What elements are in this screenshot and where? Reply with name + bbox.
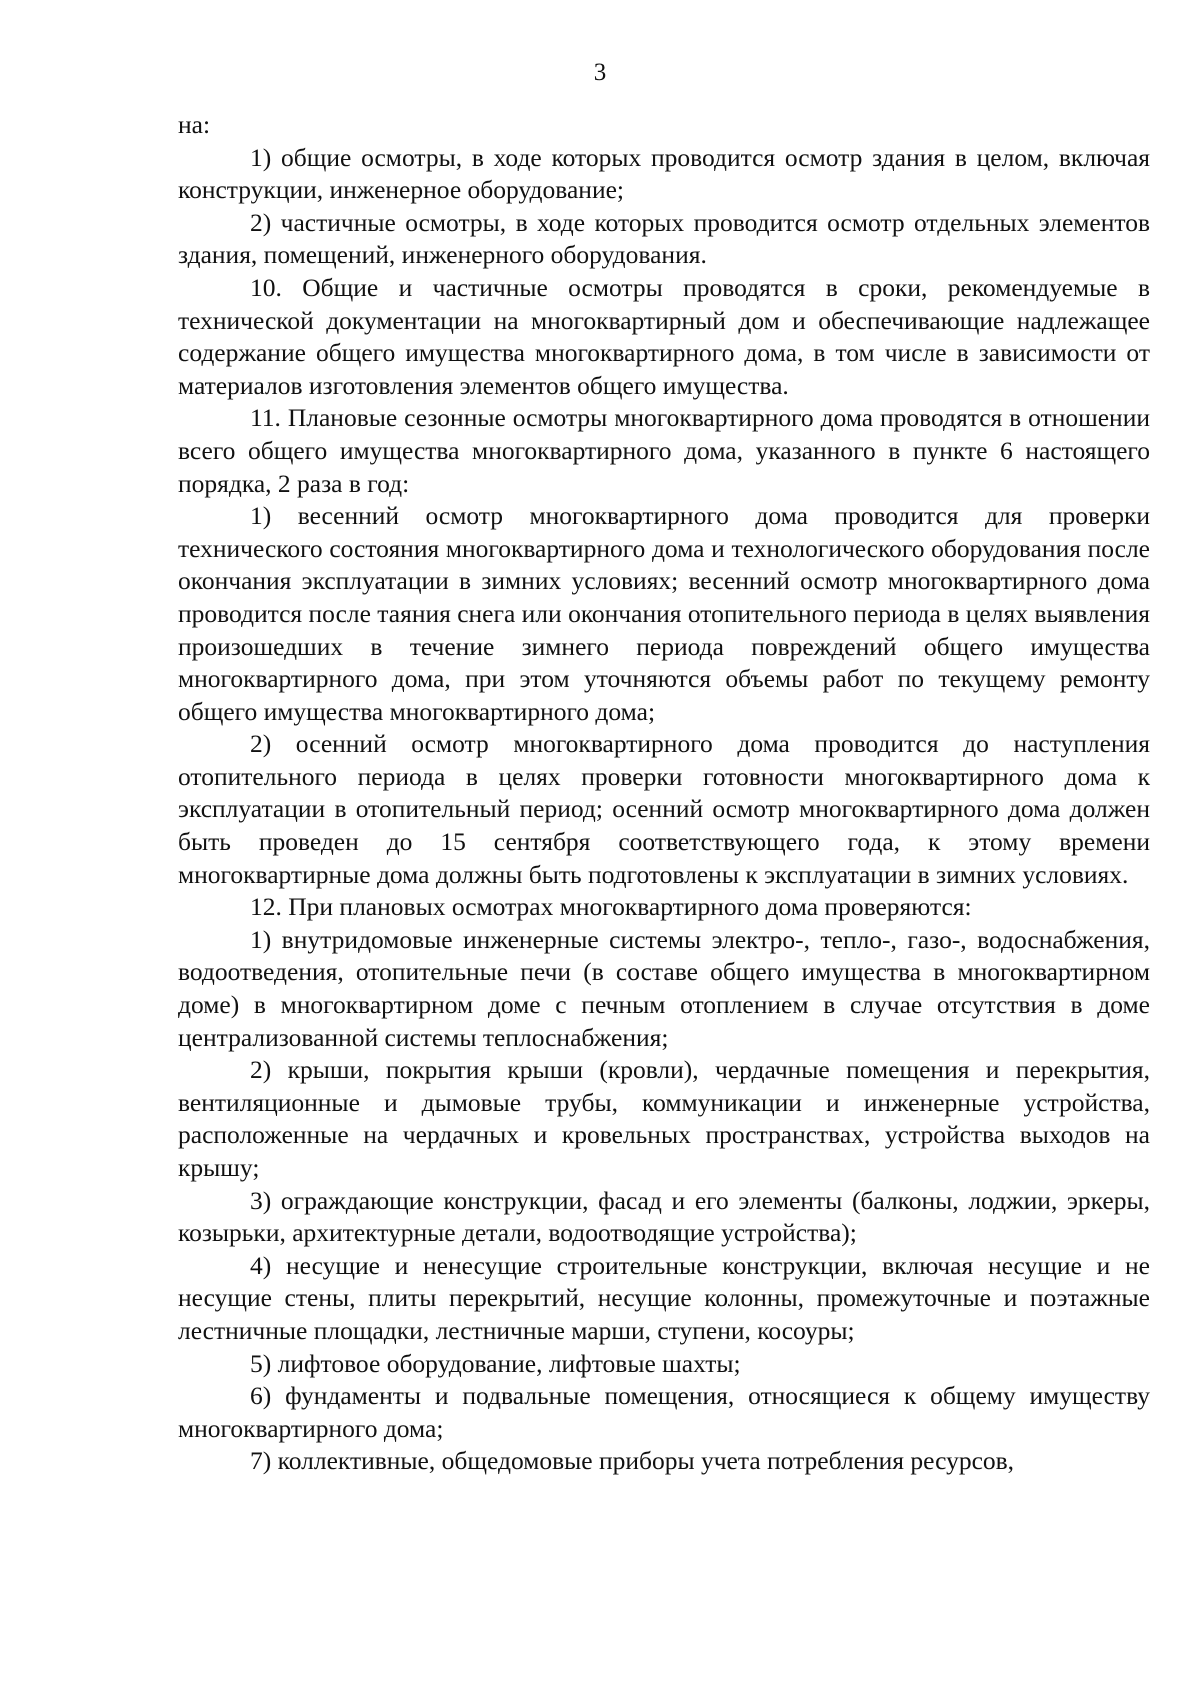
page-number: 3 [593, 59, 607, 86]
clause-10: 10. Общие и частичные осмотры проводятся в сроки, рекомендуемые в технической документации на многоквартирный дом и обеспечивающие надлежащее содержание общего имущества многоквартирного дома, в том числе в зависимости от материалов изготовления элементов общего имущества. [178, 272, 1150, 400]
list-item-foundations: 6) фундаменты и подвальные помещения, относящиеся к общему имуществу многоквартирного дома; [178, 1381, 1150, 1443]
paragraph-continuation: на: [178, 110, 211, 139]
clause-12: 12. При плановых осмотрах многоквартирного дома проверяются: [250, 892, 972, 922]
list-item-facade: 3) ограждающие конструкции, фасад и его элементы (балконы, лоджии, эркеры, козырьки, архитектурные детали, водоотводящие устройства); [178, 1185, 1150, 1248]
list-item-engineering-systems: 1) внутридомовые инженерные системы электро-, тепло-, газо-, водоснабжения, водоотведения, отопительные печи (в составе общего имущества в многоквартирном доме) в многоквартирном доме с печным отоплением в случае отсутствия в доме централизованной системы теплоснабжения; [178, 924, 1150, 1052]
list-item-meters: 7) коллективные, общедомовые приборы учета потребления ресурсов, [250, 1446, 1015, 1476]
list-item-general-inspections: 1) общие осмотры, в ходе которых проводится осмотр здания в целом, включая конструкции, инженерное оборудование; [178, 142, 1150, 205]
list-item-roofs: 2) крыши, покрытия крыши (кровли), чердачные помещения и перекрытия, вентиляционные и дымовые трубы, коммуникации и инженерные устройства, расположенные на чердачных и кровельных пространствах, устройства выходов на крышу; [178, 1055, 1150, 1182]
list-item-structures: 4) несущие и ненесущие строительные конструкции, включая несущие и не несущие стены, плиты перекрытий, несущие колонны, промежуточные и поэтажные лестничные площадки, лестничные марши, ступени, косоуры; [178, 1250, 1150, 1345]
list-item-autumn-inspection: 2) осенний осмотр многоквартирного дома проводится до наступления отопительного периода в целях проверки готовности многоквартирного дома к эксплуатации в отопительный период; осенний осмотр многоквартирного дома должен быть проведен до 15 сентября соответствующего года, к этому времени многоквартирные дома должны быть подготовлены к эксплуатации в зимних условиях. [178, 729, 1150, 889]
list-item-partial-inspections: 2) частичные осмотры, в ходе которых проводится осмотр отдельных элементов здания, помещений, инженерного оборудования. [178, 207, 1150, 270]
body-text [178, 109, 1150, 1478]
list-item-spring-inspection: 1) весенний осмотр многоквартирного дома проводится для проверки технического состояния многоквартирного дома и технологического оборудования после окончания эксплуатации в зимних условиях; весенний осмотр многоквартирного дома проводится после таяния снега или окончания отопительного периода в целях выявления произошедших в течение зимнего периода повреждений общего имущества многоквартирного дома, при этом уточняются объемы работ по текущему ремонту общего имущества многоквартирного дома; [178, 501, 1150, 726]
list-item-elevators: 5) лифтовое оборудование, лифтовые шахты; [250, 1348, 741, 1378]
clause-11: 11. Плановые сезонные осмотры многоквартирного дома проводятся в отношении всего общего имущества многоквартирного дома, указанного в пункте 6 настоящего порядка, 2 раза в год: [178, 403, 1150, 498]
